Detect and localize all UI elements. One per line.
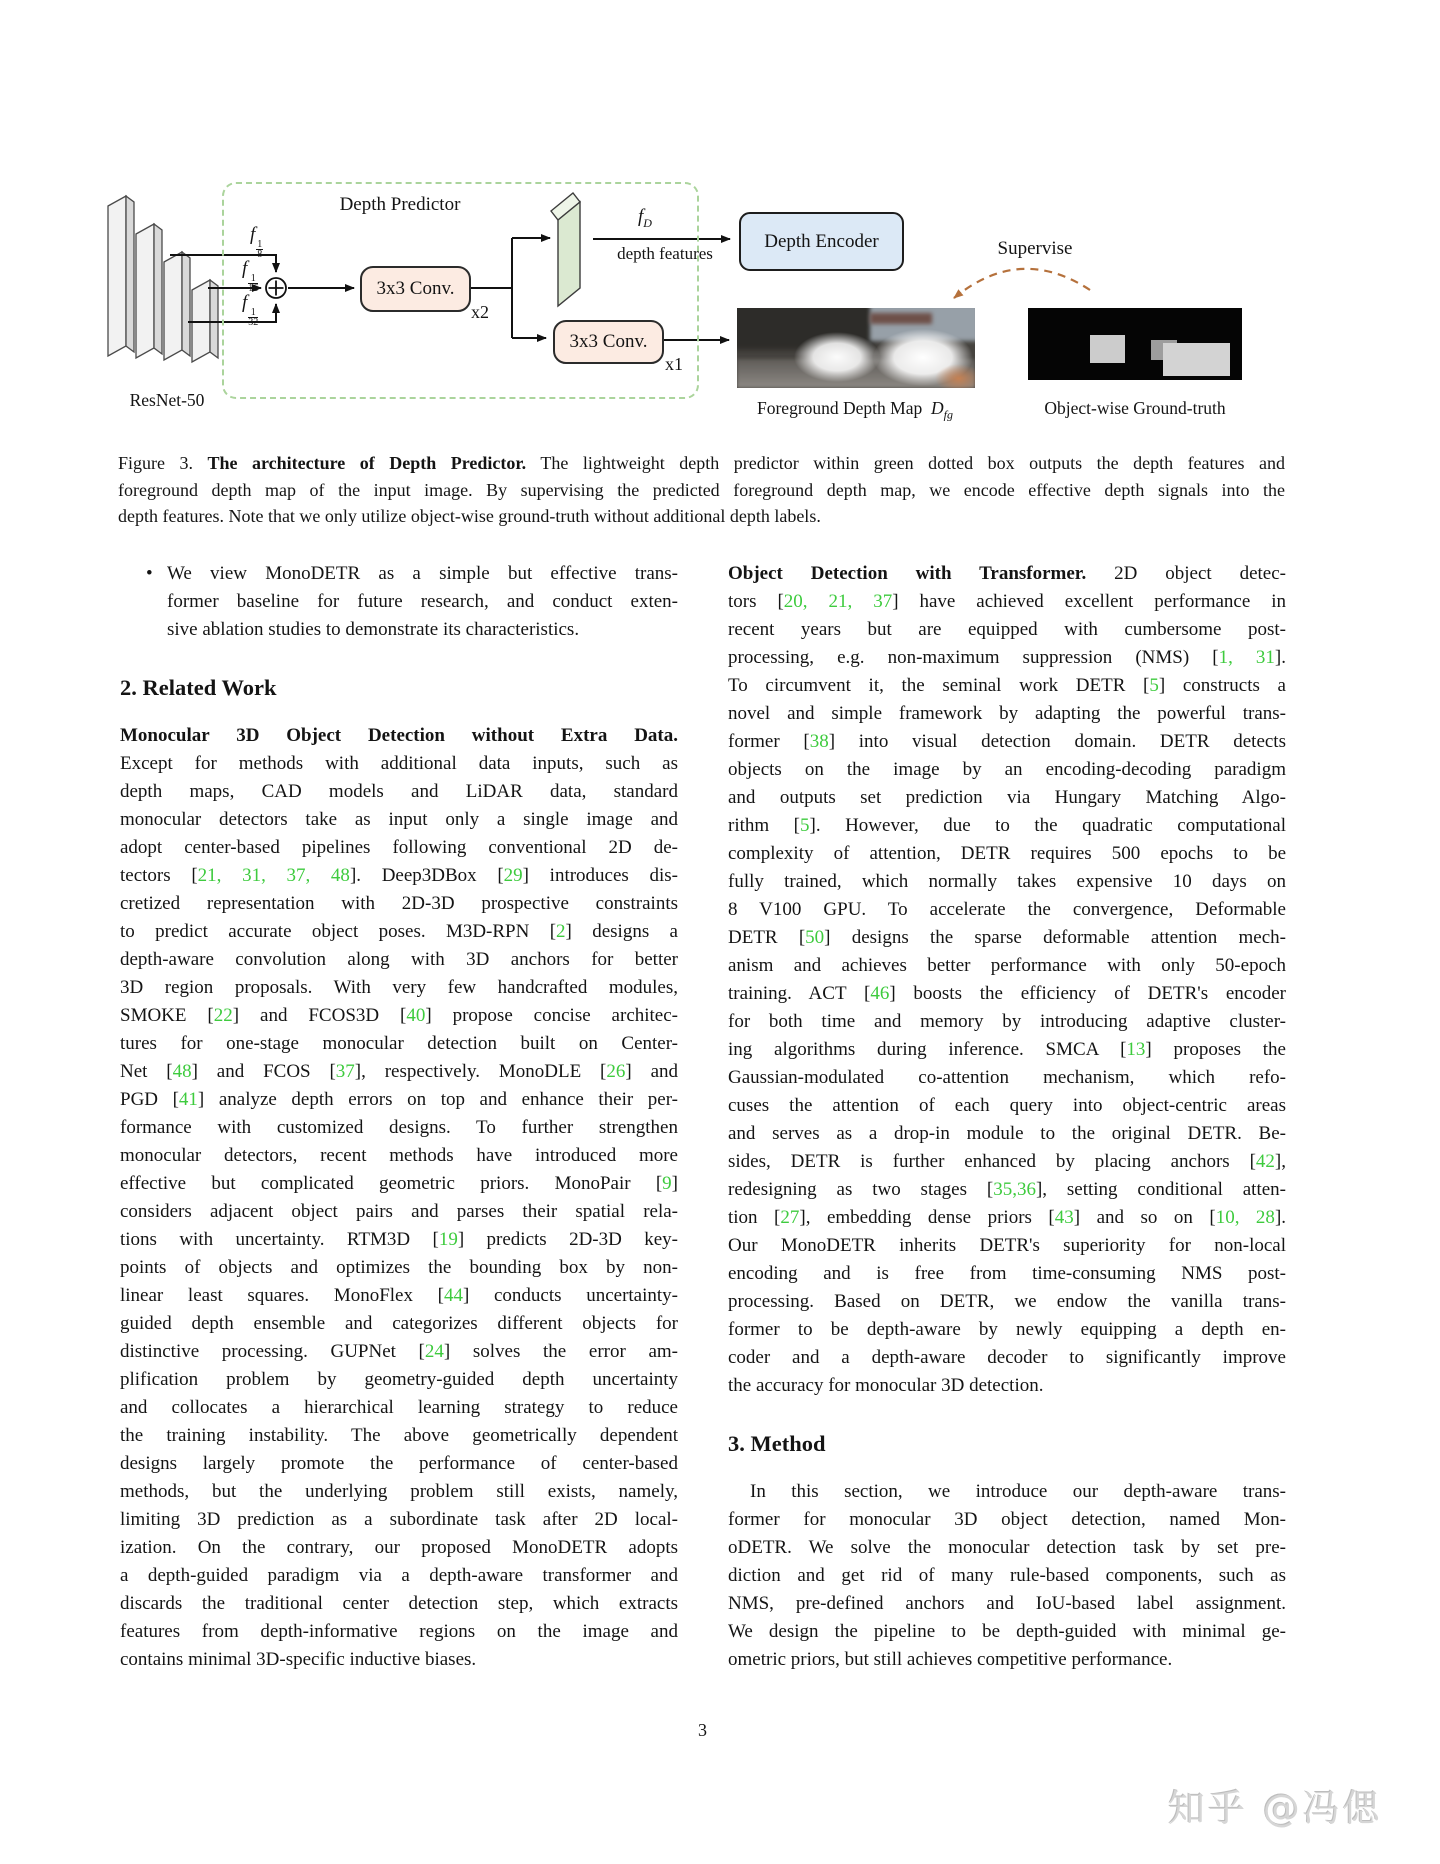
text-line: PGD [41] analyze depth errors on top and enhance their per-: [120, 1089, 678, 1110]
paragraph: [728, 560, 1286, 1400]
conv2-box: 3x3 Conv.: [553, 320, 664, 364]
depth-map-caption: Foreground Depth Map $D_{fg}$: [757, 398, 953, 422]
text-line: DETR [50] designs the sparse deformable attention mech-: [728, 927, 1286, 948]
text-line: limiting 3D prediction as a subordinate task after 2D local-: [120, 1509, 678, 1530]
text-line: Gaussian-modulated co-attention mechanism, which refo-: [728, 1067, 1286, 1088]
text-line: contains minimal 3D-specific inductive biases.: [120, 1649, 477, 1670]
text-line: former [38] into visual detection domain. DETR detects: [728, 731, 1286, 752]
text-line: former for monocular 3D object detection, named Mon-: [728, 1509, 1286, 1530]
foreground-object-blob: [935, 364, 975, 388]
text-line: Except for methods with additional data inputs, such as: [120, 753, 678, 774]
ground-truth-image: [1028, 308, 1242, 380]
supervise-arrow: [954, 269, 1090, 298]
text-line: former to be depth-aware by newly equipping a depth en-: [728, 1319, 1286, 1340]
text-line: In this section, we introduce our depth-aware trans-: [750, 1481, 1286, 1502]
text-line: processing, e.g. non-maximum suppression (NMS) [1, 31].: [728, 647, 1286, 668]
text-line: linear least squares. MonoFlex [44] conducts uncertainty-: [120, 1285, 678, 1306]
text-line: effective but complicated geometric priors. MonoPair [9]: [120, 1173, 678, 1194]
caption-line: Figure 3. The architecture of Depth Predictor. The lightweight depth predictor within green dotted box outputs the depth features and: [118, 453, 1285, 473]
text-line: considers adjacent object pairs and parses their spatial rela-: [120, 1201, 678, 1222]
resnet-label: ResNet-50: [129, 390, 205, 410]
caption-line: foreground depth map of the input image. By supervising the predicted foreground depth map, we encode effective depth signals into the: [118, 479, 1285, 500]
text-line: ing algorithms during inference. SMCA [13] proposes the: [728, 1039, 1286, 1060]
text-line: and outputs set prediction via Hungary Matching Algo-: [728, 787, 1286, 808]
text-line: tion [27], embedding dense priors [43] and so on [10, 28].: [728, 1207, 1287, 1228]
text-line: tors [20, 21, 37] have achieved excellent performance in: [728, 591, 1286, 612]
text-line: coder and a depth-aware decoder to significantly improve: [728, 1347, 1286, 1368]
text-line: tectors [21, 31, 37, 48]. Deep3DBox [29] introduces dis-: [120, 865, 678, 886]
text-line: novel and simple framework by adapting the powerful trans-: [728, 703, 1286, 724]
text-line: Object Detection with Transformer. 2D object detec-: [728, 563, 1286, 584]
text-line: 8 V100 GPU. To accelerate the convergence, Deformable: [728, 899, 1286, 920]
text-line: To circumvent it, the seminal work DETR [5] constructs a: [728, 675, 1286, 696]
text-line: guided depth ensemble and categorizes different objects for: [120, 1313, 678, 1334]
text-line: monocular detectors, recent methods have introduced more: [120, 1145, 678, 1166]
text-line: sides, DETR is further enhanced by placing anchors [42],: [728, 1151, 1286, 1172]
text-line: methods, but the underlying problem still exists, namely,: [120, 1481, 678, 1502]
text-line: Net [48] and FCOS [37], respectively. MonoDLE [26] and: [120, 1061, 679, 1082]
text-line: NMS, pre-defined anchors and IoU-based label assignment.: [728, 1593, 1286, 1614]
feature-1-16-label: f $\frac{1}{16}$: [242, 258, 259, 294]
text-line: ometric priors, but still achieves competitive performance.: [728, 1649, 1173, 1670]
text-line: discards the traditional center detection step, which extracts: [120, 1593, 678, 1614]
caption-line: depth features. Note that we only utilize object-wise ground-truth without additional depth labels.: [118, 506, 821, 526]
figure-caption: [118, 450, 1285, 530]
roof-region: [870, 313, 932, 324]
text-line: for both time and memory by introducing adaptive cluster-: [728, 1011, 1286, 1032]
fd-label: $f_D$: [638, 206, 652, 230]
depth-encoder-box: Depth Encoder: [739, 212, 904, 271]
resnet-feature-slabs: [108, 196, 218, 362]
text-line: depth-aware convolution along with 3D anchors for better: [120, 949, 678, 970]
gt-box: [1090, 335, 1125, 363]
figure-depth-predictor: [100, 150, 1260, 440]
text-line: cuses the attention of each query into object-centric areas: [728, 1095, 1286, 1116]
car-depth-blob: [794, 332, 880, 382]
section-heading: 3. Method: [728, 1431, 826, 1456]
text-line: to predict accurate object poses. M3D-RPN [2] designs a: [120, 921, 678, 942]
paragraph: [728, 1478, 1286, 1674]
text-line: points of objects and optimizes the bounding box by non-: [120, 1257, 678, 1278]
text-line: anism and achieves better performance with only 50-epoch: [728, 955, 1286, 976]
supervise-label: Supervise: [997, 238, 1073, 259]
text-line: and collocates a hierarchical learning strategy to reduce: [120, 1397, 678, 1418]
text-line: complexity of attention, DETR requires 500 epochs to be: [728, 843, 1286, 864]
text-line: oDETR. We solve the monocular detection task by set pre-: [728, 1537, 1286, 1558]
text-line: adopt center-based pipelines following conventional 2D de-: [120, 837, 678, 858]
text-line: rithm [5]. However, due to the quadratic computational: [728, 815, 1286, 836]
depth-features-label: depth features: [617, 244, 713, 263]
text-line: the accuracy for monocular 3D detection.: [728, 1375, 1044, 1396]
text-line: We view MonoDETR as a simple but effective trans-: [167, 563, 678, 584]
text-line: tures for one-stage monocular detection built on Center-: [120, 1033, 678, 1054]
text-line: SMOKE [22] and FCOS3D [40] propose concise architec-: [120, 1005, 679, 1026]
text-line: objects on the image by an encoding-decoding paradigm: [728, 759, 1286, 780]
page-number: 3: [698, 1720, 707, 1740]
feature-1-8-label: f $\frac{1}{8}$: [250, 224, 263, 260]
text-line: formance with customized designs. To further strengthen: [120, 1117, 678, 1138]
paragraph: [120, 722, 678, 1674]
bullet-item: [120, 560, 678, 644]
foreground-depth-map-image: [737, 308, 975, 388]
text-line: We design the pipeline to be depth-guided with minimal ge-: [728, 1621, 1286, 1642]
text-line: diction and get rid of many rule-based components, such as: [728, 1565, 1286, 1586]
text-line: Our MonoDETR inherits DETR's superiority for non-local: [728, 1235, 1286, 1256]
conv2-multiplier: x1: [665, 354, 683, 374]
text-line: encoding and is free from time-consuming NMS post-: [728, 1263, 1286, 1284]
text-line: designs largely promote the performance of center-based: [120, 1453, 678, 1474]
bullet-marker-icon: •: [146, 563, 153, 584]
text-line: cretized representation with 2D-3D prospective constraints: [120, 893, 678, 914]
text-line: training. ACT [46] boosts the efficiency of DETR's encoder: [728, 983, 1286, 1004]
text-line: and serves as a drop-in module to the original DETR. Be-: [728, 1123, 1286, 1144]
conv1-box: 3x3 Conv.: [360, 266, 471, 312]
column-left: [120, 560, 678, 1674]
text-line: monocular detectors take as input only a single image and: [120, 809, 678, 830]
text-line: distinctive processing. GUPNet [24] solves the error am-: [120, 1341, 678, 1362]
depth-predictor-title: Depth Predictor: [339, 194, 461, 215]
text-line: the training instability. The above geometrically dependent: [120, 1425, 678, 1446]
ground-truth-caption: Object-wise Ground-truth: [1044, 398, 1226, 418]
text-line: ization. On the contrary, our proposed MonoDETR adopts: [120, 1537, 678, 1558]
text-line: plification problem by geometry-guided depth uncertainty: [120, 1369, 678, 1390]
text-line: Monocular 3D Object Detection without Extra Data.: [120, 725, 678, 746]
text-line: depth maps, CAD models and LiDAR data, standard: [120, 781, 678, 802]
text-line: 3D region proposals. With very few handcrafted modules,: [120, 977, 678, 998]
conv1-multiplier: x2: [471, 302, 489, 322]
section-heading: 2. Related Work: [120, 675, 277, 700]
gt-box: [1163, 343, 1230, 376]
column-right: [728, 560, 1286, 1674]
feature-1-32-label: f $\frac{1}{32}$: [242, 292, 259, 328]
text-line: redesigning as two stages [35,36], setting conditional atten-: [728, 1179, 1286, 1200]
text-line: tions with uncertainty. RTM3D [19] predicts 2D-3D key-: [120, 1229, 678, 1250]
text-line: recent years but are equipped with cumbersome post-: [728, 619, 1286, 640]
text-line: a depth-guided paradigm via a depth-aware transformer and: [120, 1565, 678, 1586]
text-line: sive ablation studies to demonstrate its characteristics.: [167, 619, 580, 640]
text-line: former baseline for future research, and conduct exten-: [167, 591, 678, 612]
text-line: fully trained, which normally takes expensive 10 days on: [728, 871, 1286, 892]
watermark: 知乎 @冯偲: [1168, 1787, 1383, 1830]
text-line: features from depth-informative regions on the image and: [120, 1621, 678, 1642]
text-line: processing. Based on DETR, we endow the vanilla trans-: [728, 1291, 1286, 1312]
